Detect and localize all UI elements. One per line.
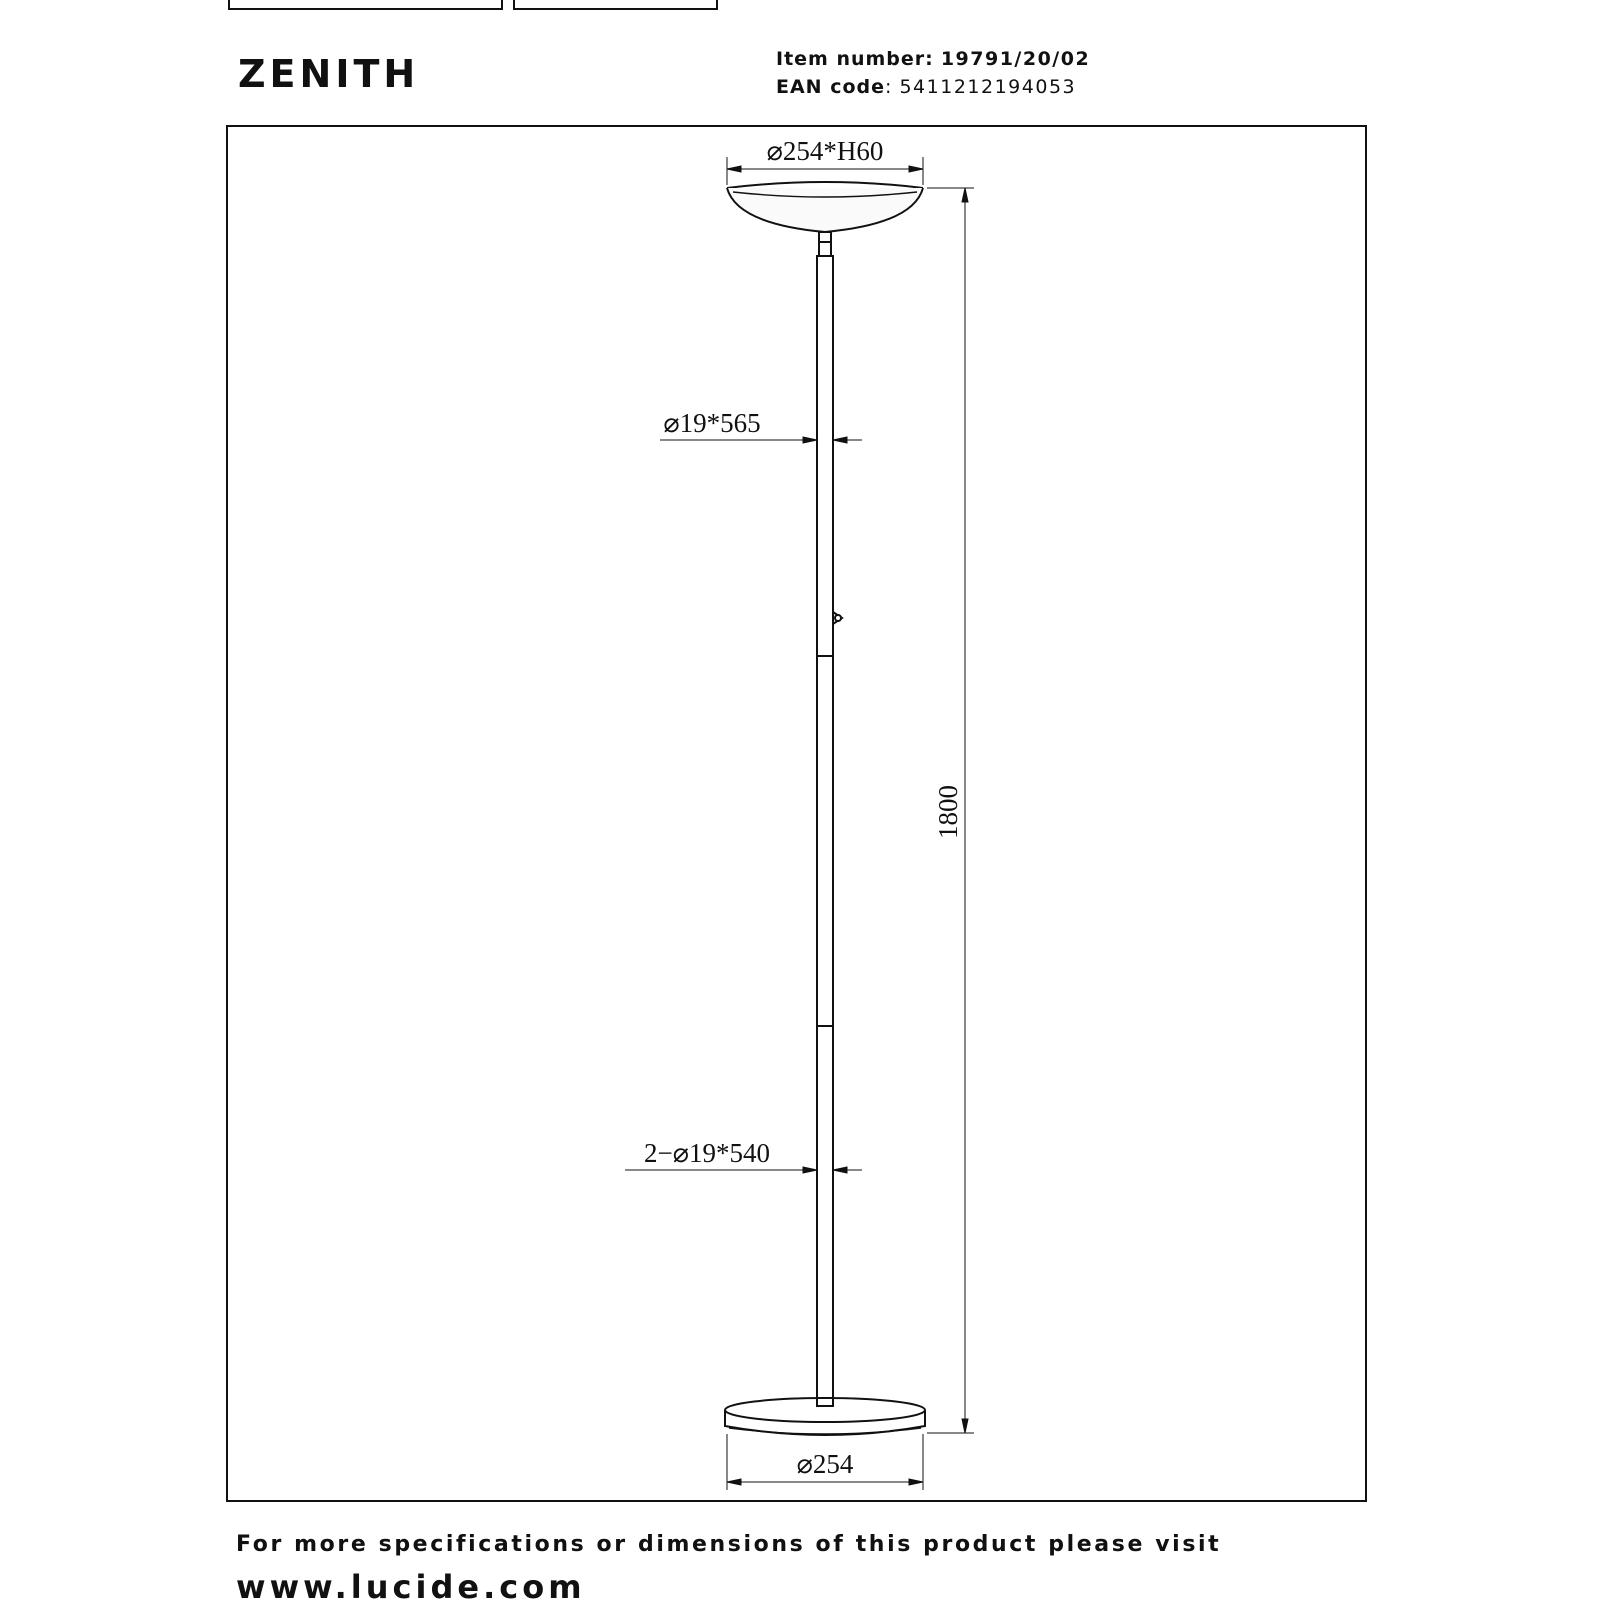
ean-code-line (776, 76, 1076, 98)
item-number-line (776, 48, 1090, 70)
item-number-value: 19791/20/02 (940, 48, 1091, 70)
lamp-shade (727, 182, 923, 188)
ean-code-value: 5411212194053 (899, 76, 1077, 98)
shade-dimension-label: ⌀254*H60 (766, 136, 884, 166)
item-number-label: Item number: (776, 48, 934, 70)
base-dimension-label: ⌀254 (796, 1449, 854, 1479)
height-dimension-label: 1800 (933, 785, 963, 839)
ean-code-separator: : (885, 76, 893, 98)
ean-code-label: EAN code (776, 76, 886, 98)
shade-connector (819, 232, 831, 256)
technical-drawing-frame (226, 125, 1367, 1502)
upper-tube-dimension-label: ⌀19*565 (663, 408, 761, 438)
top-tab-right (513, 0, 718, 10)
lamp-pole-lower (817, 1026, 833, 1402)
top-tab-left (228, 0, 503, 10)
lamp-pole-middle (817, 656, 833, 1026)
lamp-pole-upper (817, 256, 833, 656)
lower-tubes-dimension-label: 2−⌀19*540 (644, 1138, 770, 1168)
website-link[interactable]: www.lucide.com (236, 1568, 586, 1606)
product-name: ZENITH (238, 52, 420, 96)
technical-drawing (228, 127, 1365, 1500)
footer-info-text: For more specifications or dimensions of this product please visit (236, 1532, 1222, 1557)
